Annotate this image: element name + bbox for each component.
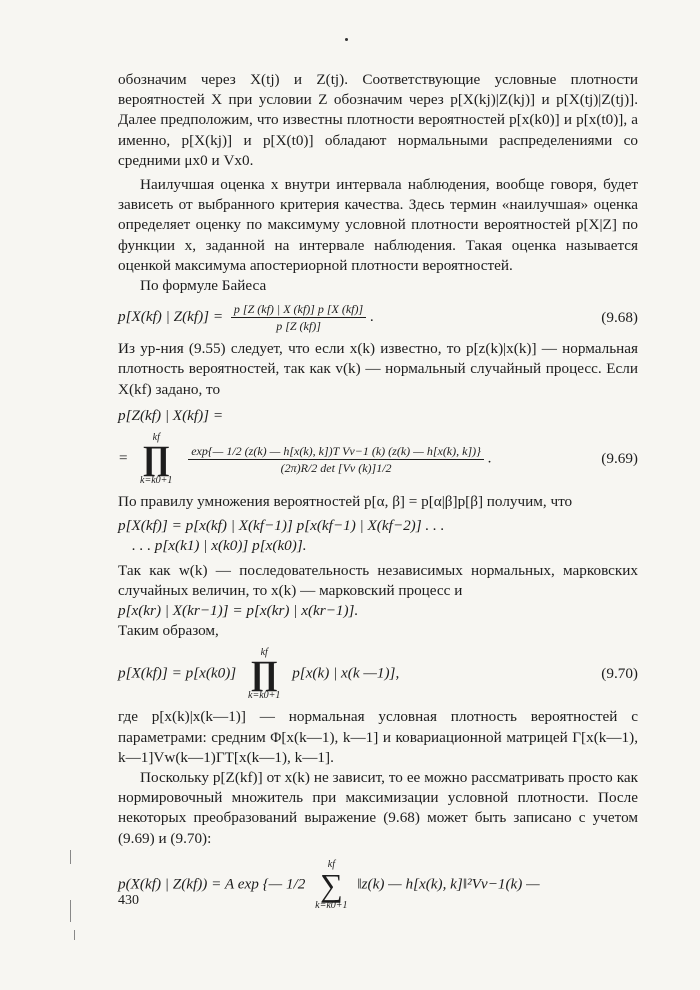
- equation-body: = kf ∏ k=k0+1 $\frac{\text{exp\{— 1/2 (z(k) — h[x(k), k])T Vv−1 (k) (z(k) — h[x(k), k])\}}}{(2\pi)R/2 \det [Vv (k)]1/2}$ .: [118, 432, 492, 487]
- sum-lower-limit: k=k0+1: [315, 899, 348, 911]
- paragraph-8: Поскольку p[Z(kf)] от x(k) не зависит, то ее можно рассматривать просто как нормировочный множитель при максимизации условной плотности. После некоторых преобразований выражение (9.68) может быть записано с учетом (9.69) и (9.70):: [118, 769, 638, 847]
- product-lower-limit: k=k0+1: [248, 690, 281, 702]
- equation-multiplication-2: . . . p[x(k1) | x(k0)] p[x(k0)].: [132, 537, 307, 555]
- equation-lhs: p[X(kf)] = p[x(k0)]: [118, 664, 237, 682]
- equation-markov: p[x(kr) | X(kr−1)] = p[x(kr) | x(kr−1)].: [118, 602, 359, 620]
- fraction-denominator: p [Z (kf)]: [276, 319, 321, 334]
- product-sign: ∏: [250, 655, 279, 693]
- margin-mark: [74, 930, 75, 940]
- product-sign: ∏: [142, 440, 171, 478]
- equation-lhs: p(X(kf) | Z(kf)) = A exp {— 1/2: [118, 875, 306, 893]
- equation-9-70: [118, 647, 638, 701]
- page-content: [118, 70, 638, 917]
- equation-9-69-lhs: p[Z(kf) | X(kf)] =: [118, 406, 224, 424]
- page-speck: [345, 38, 348, 41]
- equation-number: (9.68): [601, 308, 638, 326]
- fraction-numerator: p [Z (kf) | X (kf)] p [X (kf)]: [231, 302, 366, 318]
- product-upper-limit: kf: [152, 432, 160, 444]
- equation-body: [118, 859, 540, 911]
- equation-9-68: [118, 302, 638, 333]
- equation-body: [118, 647, 399, 701]
- product-symbol: [248, 647, 280, 701]
- paragraph-7: где p[x(k)|x(k—1)] — нормальная условная плотность вероятностей с параметрами: средним Φ[x(k—1), k—1] и ковариационной матрицей Γ[x(k—1), k—1]Vw(k—1)ΓT[x(k—1), k—1].: [118, 708, 638, 766]
- equation-lhs: p[X(kf) | Z(kf)] =: [118, 308, 224, 326]
- equation-rhs: p[x(k) | x(k —1)],: [292, 664, 400, 682]
- equation-final: [118, 859, 638, 911]
- paragraph-bayes: По формуле Байеса: [140, 277, 267, 295]
- product-lower-limit: k=k0+1: [140, 475, 173, 487]
- paragraph-4: По правилу умножения вероятностей p[α, β] = p[α|β]p[β] получим, что: [118, 493, 573, 511]
- equals-sign: =: [118, 449, 129, 467]
- sum-symbol: [315, 859, 347, 911]
- product-symbol: [140, 432, 172, 486]
- equation-number: (9.69): [601, 449, 638, 467]
- paragraph-5: Так как w(k) — последовательность независимых нормальных, марковских случайных величин, то x(k) — марковский процесс и: [118, 561, 638, 599]
- fraction: [231, 302, 366, 333]
- product-upper-limit: kf: [260, 647, 268, 659]
- paragraph-2: Наилучшая оценка x внутри интервала наблюдения, вообще говоря, будет зависеть от выбранного критерия качества. Здесь термин «наилучшая» оценка определяет оценку по максимуму условной плотности вероятностей p[X|Z] по функции x, заданной на интервале наблюдения. Такая оценка называется оценкой максимума апостериорной плотности вероятностей.: [118, 176, 638, 274]
- fraction: [188, 444, 484, 475]
- equation-number: (9.70): [601, 665, 638, 683]
- paragraph-3: Из ур-ния (9.55) следует, что если x(k) известно, то p[z(k)|x(k)] — нормальная плотность вероятностей, так как v(k) — нормальный случайный процесс. Если X(kf) задано, то: [118, 340, 638, 398]
- equation-multiplication-1: p[X(kf)] = p[x(kf) | X(kf−1)] p[x(kf−1) | X(kf−2)] . . .: [118, 517, 445, 535]
- sum-upper-limit: kf: [327, 858, 335, 870]
- equation-body: p[X(kf) | Z(kf)] = $\frac{p [Z (kf) | X (kf)] p [X (kf)]}{p [Z (kf)]}$ .: [118, 302, 374, 334]
- paragraph-6: Таким образом,: [118, 622, 219, 640]
- fraction-denominator: (2π)R/2 det [Vv (k)]1/2: [280, 460, 392, 475]
- equation-9-69: [118, 432, 638, 486]
- fraction-numerator: exp{— 1/2 (z(k) — h[x(k), k])T Vv−1 (k) (z(k) — h[x(k), k])}: [188, 444, 484, 460]
- equation-rhs: ‖z(k) — h[x(k), k]‖²Vv−1(k) —: [357, 875, 540, 893]
- paragraph-1: обозначим через X(tj) и Z(tj). Соответствующие условные плотности вероятностей X при условии Z обозначим через p[X(kj)|Z(kj)] и p[X(tj)|Z(tj)]. Далее предположим, что известны плотности вероятностей p[x(k0)] и p[x(t0)], а именно, p[X(kj)] и p[X(t0)] обладают нормальными распределениями со средними μx0 и Vx0.: [118, 71, 638, 169]
- sum-sign: ∑: [319, 866, 343, 903]
- page-number: 430: [118, 893, 139, 908]
- margin-mark: [70, 850, 71, 864]
- margin-mark: [70, 900, 71, 922]
